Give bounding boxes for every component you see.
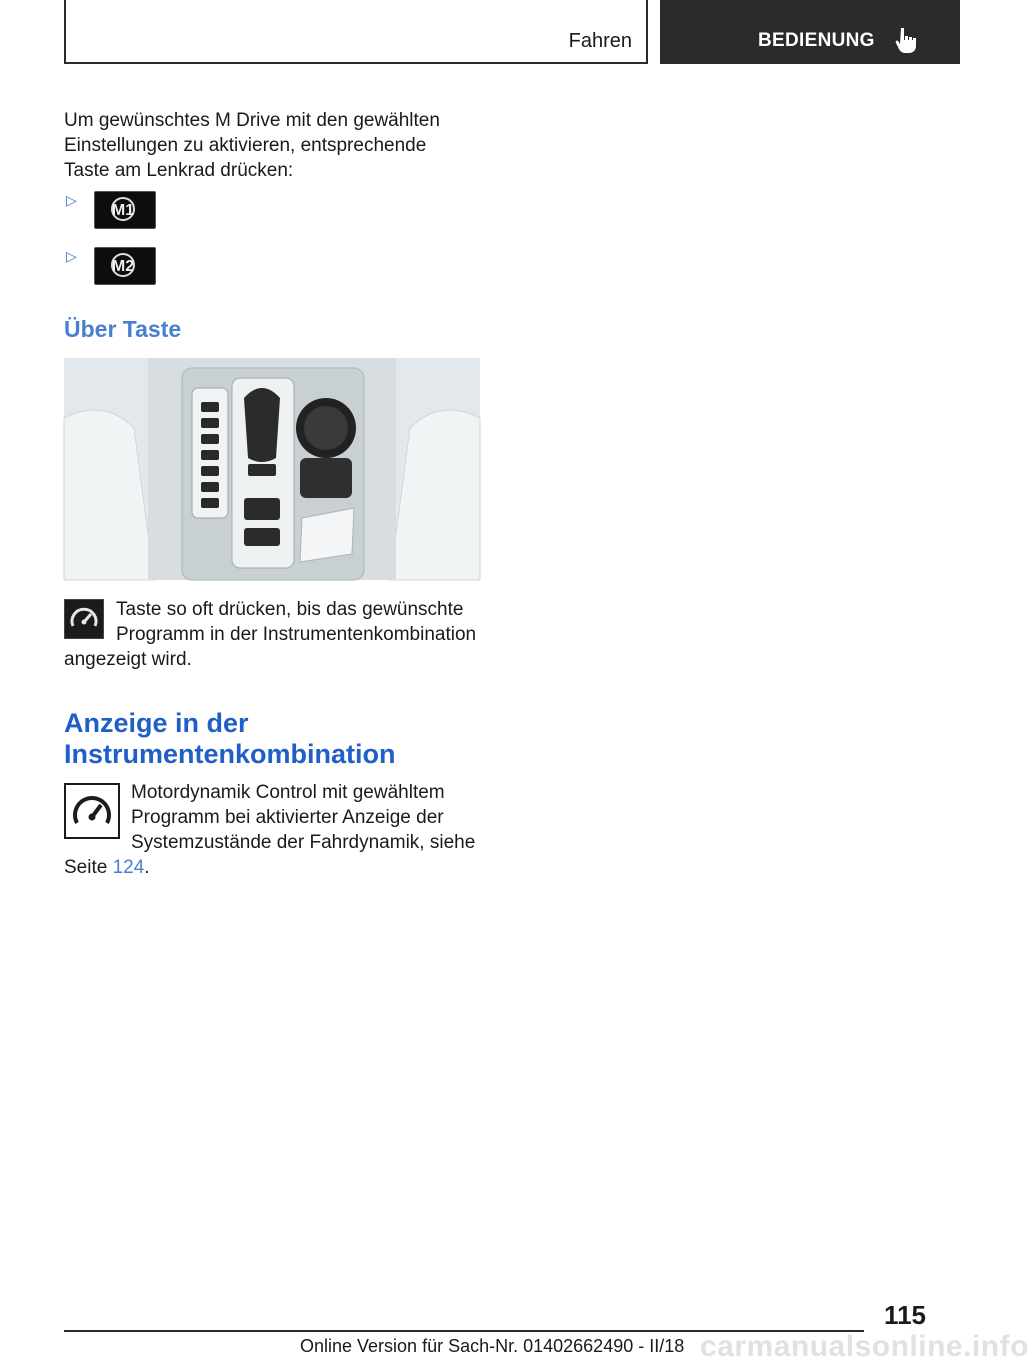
driving-dynamics-button-icon — [64, 599, 104, 639]
intro-line: Einstellungen zu aktivieren, entsprechende — [64, 135, 427, 156]
page-reference-link[interactable]: 124 — [112, 857, 145, 878]
taste-line: Programm in der Instrumentenkombination — [116, 624, 477, 645]
anzeige-line: Programm bei aktivierter Anzeige der — [131, 807, 444, 828]
m1-letter: M1 — [111, 202, 135, 219]
m2-letter: M2 — [111, 258, 135, 275]
speedometer-indicator-icon — [64, 783, 120, 839]
center-console-illustration — [64, 358, 480, 580]
chapter-title: BEDIENUNG — [758, 30, 875, 51]
section-heading-taste: Über Taste — [64, 316, 182, 342]
bullet-marker: ▷ — [66, 248, 77, 264]
anzeige-line: Systemzustände der Fahrdynamik, siehe — [131, 832, 476, 853]
taste-line: Taste so oft drücken, bis das gewünschte — [116, 599, 464, 620]
footer-text: Online Version für Sach-Nr. 01402662490 - II/18 — [300, 1336, 685, 1356]
m1-button-icon — [94, 191, 156, 229]
taste-line: angezeigt wird. — [64, 649, 192, 670]
page-number: 115 — [884, 1300, 926, 1330]
anzeige-line: Motordynamik Control mit gewähltem — [131, 782, 445, 803]
anzeige-line-reference — [64, 855, 150, 880]
reference-suffix: . — [144, 857, 150, 878]
pointing-hand-icon — [895, 26, 919, 54]
header-chapter-box — [660, 0, 960, 64]
reference-prefix: Seite — [64, 857, 113, 878]
m2-button-icon — [94, 247, 156, 285]
section-heading-anzeige: Anzeige in der Instrumentenkombination — [64, 708, 396, 769]
section-title: Fahren — [568, 30, 632, 52]
intro-line: Um gewünschtes M Drive mit den gewählten — [64, 110, 440, 131]
bullet-marker: ▷ — [66, 192, 77, 208]
watermark: carmanualsonline.info — [700, 1330, 1029, 1363]
intro-paragraph — [64, 108, 484, 183]
header-section-box — [64, 0, 648, 64]
intro-line: Taste am Lenkrad drücken: — [64, 160, 294, 181]
